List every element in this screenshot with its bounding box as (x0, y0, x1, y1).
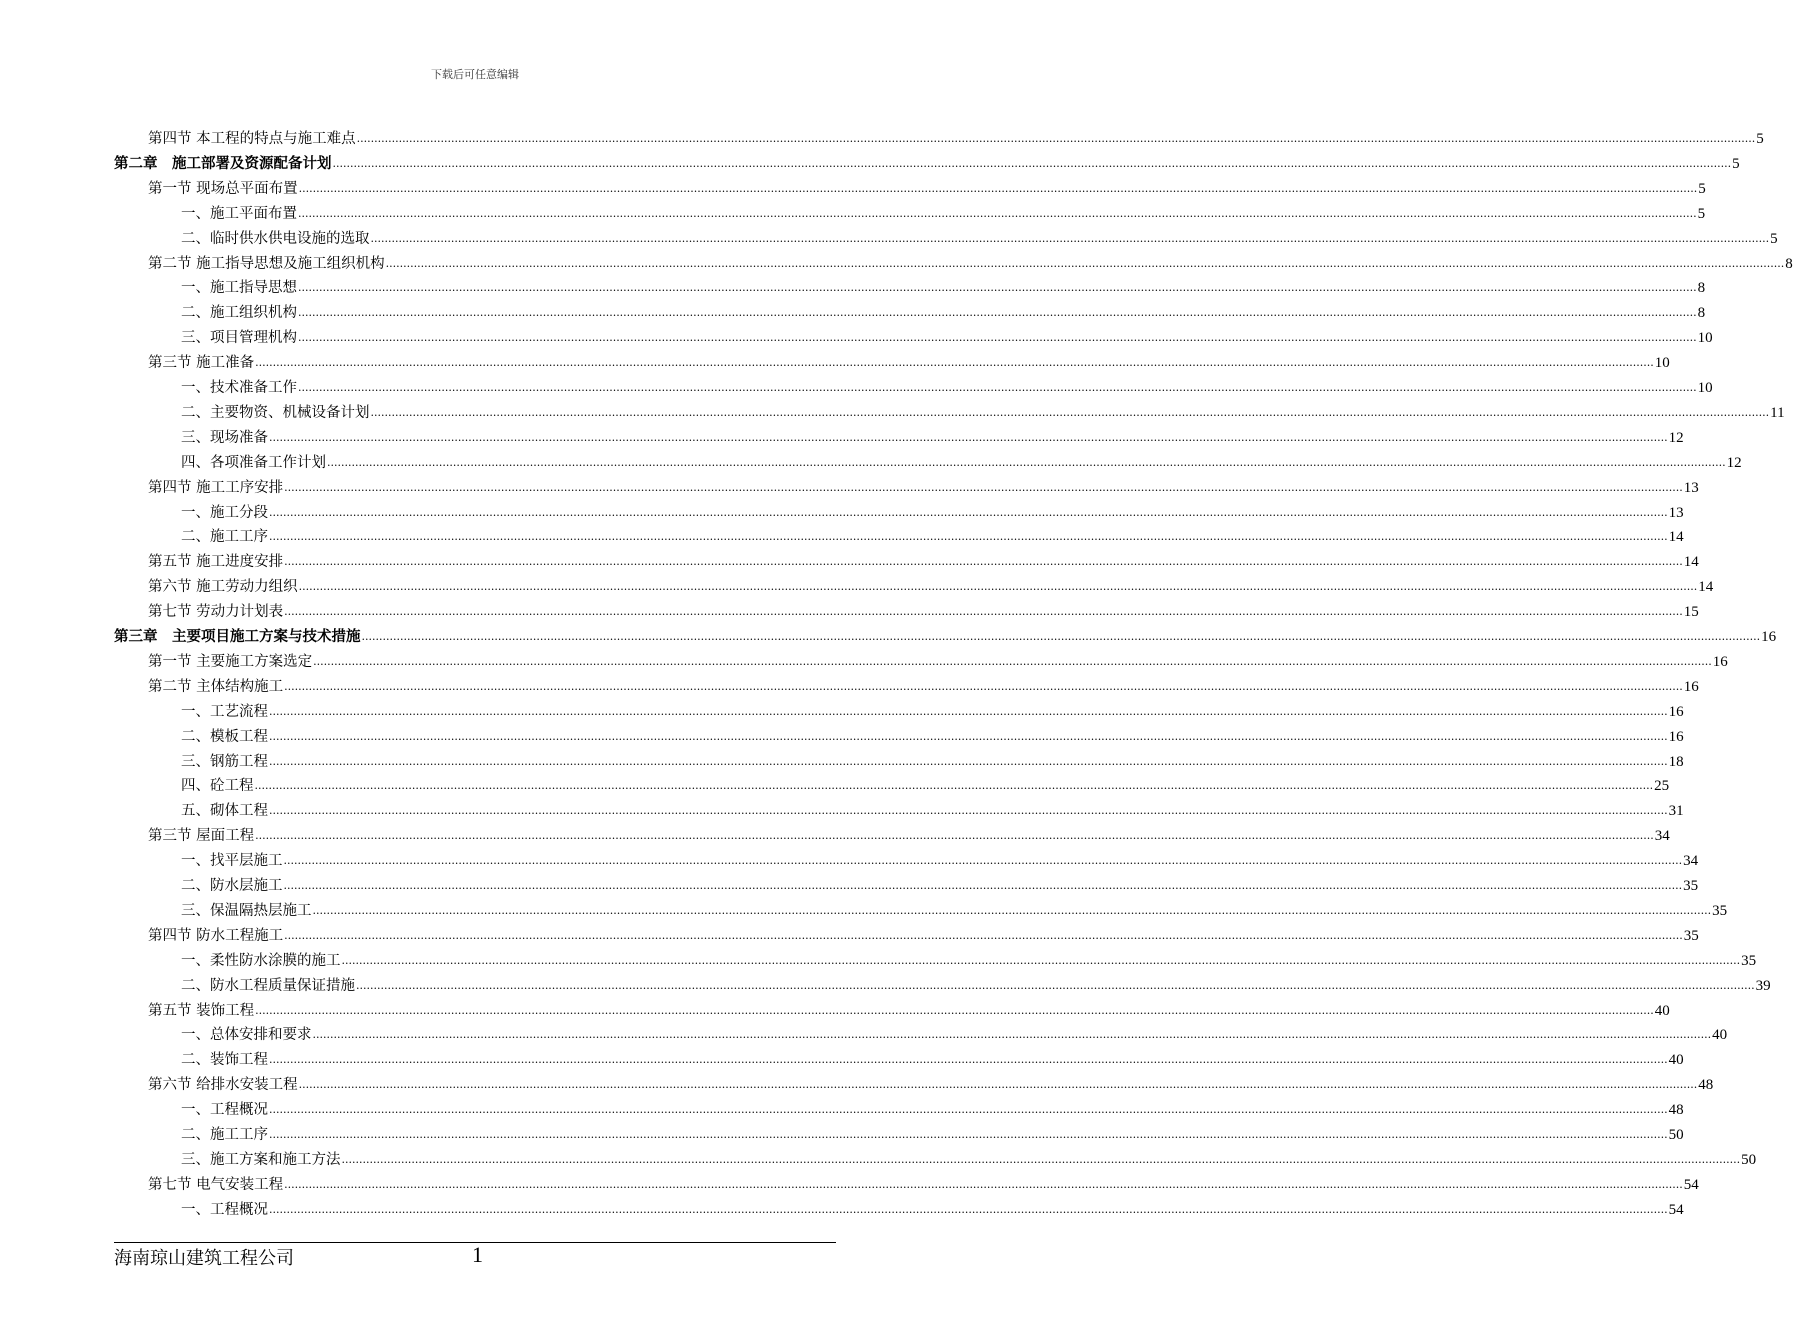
toc-entry-title: 二、主要物资、机械设备计划 (181, 404, 370, 421)
toc-entry-title: 三、项目管理机构 (181, 330, 297, 347)
toc-leader-dots: ................................................................................................................................................................................................................................................................................................................................................................................................................ (341, 953, 1741, 967)
toc-entry-page: 13 (1668, 504, 1684, 521)
toc-entry-title: 第七节 劳动力计划表 (148, 604, 284, 621)
toc-entry[interactable] (181, 846, 1699, 870)
toc-entry-title: 二、防水工程质量保证措施 (181, 977, 355, 994)
toc-leader-dots: ................................................................................................................................................................................................................................................................................................................................................................................................................ (312, 1028, 1712, 1042)
toc-entry[interactable] (148, 124, 1764, 148)
toc-entry-page: 40 (1712, 1027, 1728, 1044)
toc-entry-page: 48 (1698, 1077, 1714, 1094)
toc-entry[interactable] (181, 1145, 1757, 1169)
toc-leader-dots: ................................................................................................................................................................................................................................................................................................................................................................................................................ (255, 356, 1654, 370)
toc-entry-title: 第一节 主要施工方案选定 (148, 653, 313, 670)
toc-leader-dots: ................................................................................................................................................................................................................................................................................................................................................................................................................ (370, 231, 1770, 245)
toc-entry-title: 二、防水层施工 (181, 878, 283, 894)
toc-leader-dots: ................................................................................................................................................................................................................................................................................................................................................................................................................ (269, 530, 1668, 544)
toc-leader-dots: ................................................................................................................................................................................................................................................................................................................................................................................................................ (356, 132, 1756, 145)
toc-leader-dots: ................................................................................................................................................................................................................................................................................................................................................................................................................ (298, 281, 1697, 295)
toc-entry[interactable] (181, 298, 1706, 322)
toc-entry-page: 8 (1697, 305, 1706, 322)
toc-entry-page: 16 (1683, 678, 1699, 695)
toc-leader-dots: ................................................................................................................................................................................................................................................................................................................................................................................................................ (269, 704, 1668, 718)
toc-entry[interactable] (148, 348, 1670, 372)
toc-entry-title: 五、砌体工程 (181, 803, 268, 820)
toc-entry[interactable] (181, 971, 1771, 995)
toc-leader-dots: ................................................................................................................................................................................................................................................................................................................................................................................................................ (298, 331, 1697, 345)
toc-entry[interactable] (148, 597, 1699, 621)
toc-leader-dots: ................................................................................................................................................................................................................................................................................................................................................................................................................ (284, 605, 1683, 619)
toc-entry-page: 13 (1683, 479, 1699, 496)
toc-leader-dots: ................................................................................................................................................................................................................................................................................................................................................................................................................ (269, 804, 1668, 818)
toc-entry-title: 一、施工分段 (181, 504, 268, 521)
footer-company-name: 海南琼山建筑工程公司 (114, 1248, 294, 1269)
toc-leader-dots: ................................................................................................................................................................................................................................................................................................................................................................................................................ (269, 1202, 1668, 1216)
toc-entry[interactable] (148, 1070, 1714, 1094)
toc-entry-title: 第四节 防水工程施工 (148, 927, 284, 944)
toc-entry-page: 54 (1683, 1176, 1699, 1193)
toc-entry[interactable] (181, 323, 1713, 347)
toc-leader-dots: ................................................................................................................................................................................................................................................................................................................................................................................................................ (269, 1053, 1668, 1067)
toc-entry-page: 35 (1683, 927, 1699, 944)
toc-entry-title: 三、保温隔热层施工 (181, 902, 312, 919)
toc-leader-dots: ................................................................................................................................................................................................................................................................................................................................................................................................................ (370, 405, 1770, 419)
toc-entry[interactable] (181, 1095, 1684, 1119)
toc-entry-title: 一、技术准备工作 (181, 380, 297, 396)
toc-entry-page: 50 (1668, 1127, 1684, 1143)
toc-entry[interactable] (181, 398, 1785, 422)
toc-entry-title: 四、砼工程 (181, 778, 254, 795)
toc-entry-title: 二、施工组织机构 (181, 305, 297, 322)
toc-entry-title: 四、各项准备工作计划 (181, 454, 326, 471)
toc-leader-dots: ................................................................................................................................................................................................................................................................................................................................................................................................................ (298, 206, 1697, 220)
toc-leader-dots: ................................................................................................................................................................................................................................................................................................................................................................................................................ (269, 430, 1668, 444)
toc-entry-page: 35 (1712, 902, 1728, 919)
toc-entry-page: 35 (1741, 952, 1757, 969)
toc-entry-page: 16 (1761, 629, 1777, 645)
toc-entry[interactable] (148, 1170, 1699, 1194)
toc-entry-page: 16 (1668, 703, 1684, 720)
toc-entry-page: 12 (1726, 454, 1742, 471)
toc-entry[interactable] (181, 796, 1684, 820)
toc-entry[interactable] (181, 1020, 1728, 1044)
toc-leader-dots: ................................................................................................................................................................................................................................................................................................................................................................................................................ (269, 729, 1668, 743)
toc-entry[interactable] (181, 1120, 1684, 1144)
toc-leader-dots: ................................................................................................................................................................................................................................................................................................................................................................................................................ (284, 679, 1683, 693)
toc-entry-title: 一、工程概况 (181, 1102, 268, 1119)
toc-entry-page: 11 (1770, 404, 1785, 421)
toc-entry[interactable] (181, 423, 1684, 447)
toc-entry[interactable] (181, 373, 1713, 397)
toc-leader-dots: ................................................................................................................................................................................................................................................................................................................................................................................................................ (254, 779, 1654, 793)
toc-entry[interactable] (181, 1195, 1684, 1219)
toc-entry[interactable] (148, 647, 1728, 671)
toc-leader-dots: ................................................................................................................................................................................................................................................................................................................................................................................................................ (356, 978, 1755, 992)
toc-entry-page: 39 (1755, 977, 1771, 994)
toc-entry-page: 5 (1770, 230, 1778, 247)
footer-page-number: 1 (472, 1242, 483, 1267)
toc-entry-title: 一、柔性防水涂膜的施工 (181, 952, 341, 969)
toc-entry[interactable] (181, 448, 1742, 472)
toc-entry-page: 10 (1654, 355, 1670, 372)
toc-entry-title: 三、钢筋工程 (181, 753, 268, 770)
toc-entry-title: 一、工程概况 (181, 1201, 268, 1218)
toc-entry-title: 第六节 施工劳动力组织 (148, 579, 298, 596)
toc-entry[interactable] (181, 896, 1728, 920)
toc-leader-dots: ................................................................................................................................................................................................................................................................................................................................................................................................................ (298, 1078, 1698, 1092)
toc-entry-title: 第二节 施工指导思想及施工组织机构 (148, 255, 385, 272)
toc-entry-title: 第五节 装饰工程 (148, 1002, 255, 1019)
toc-entry[interactable] (181, 771, 1670, 795)
toc-entry[interactable] (181, 498, 1684, 522)
toc-entry-title: 第七节 电气安装工程 (148, 1176, 284, 1193)
toc-entry[interactable] (114, 622, 1777, 646)
toc-leader-dots: ................................................................................................................................................................................................................................................................................................................................................................................................................ (332, 156, 1732, 170)
toc-entry-page: 14 (1698, 579, 1714, 596)
toc-entry-page: 34 (1683, 853, 1699, 870)
toc-entry-page: 8 (1785, 255, 1793, 272)
toc-entry[interactable] (148, 821, 1670, 845)
toc-leader-dots: ................................................................................................................................................................................................................................................................................................................................................................................................................ (385, 256, 1785, 270)
toc-entry-title: 第一节 现场总平面布置 (148, 180, 298, 197)
toc-entry[interactable] (181, 722, 1684, 746)
toc-entry-title: 二、装饰工程 (181, 1052, 268, 1069)
toc-entry-title: 二、施工工序 (181, 529, 268, 546)
toc-entry-page: 25 (1654, 778, 1670, 795)
toc-entry-title: 三、现场准备 (181, 429, 268, 446)
toc-leader-dots: ................................................................................................................................................................................................................................................................................................................................................................................................................ (341, 1152, 1741, 1166)
toc-entry-title: 一、工艺流程 (181, 703, 268, 720)
toc-entry[interactable] (148, 473, 1699, 497)
toc-entry-page: 14 (1683, 554, 1699, 571)
toc-leader-dots: ................................................................................................................................................................................................................................................................................................................................................................................................................ (255, 829, 1654, 843)
toc-entry-title: 二、临时供水供电设施的选取 (181, 230, 370, 247)
toc-entry[interactable] (181, 747, 1684, 771)
toc-entry-page: 54 (1668, 1201, 1684, 1218)
toc-entry-page: 8 (1697, 280, 1706, 297)
toc-entry-page: 10 (1697, 330, 1713, 347)
toc-leader-dots: ................................................................................................................................................................................................................................................................................................................................................................................................................ (284, 480, 1683, 494)
toc-entry-title: 一、总体安排和要求 (181, 1027, 312, 1044)
toc-entry[interactable] (148, 249, 1793, 273)
toc-entry[interactable] (148, 921, 1699, 945)
toc-entry-page: 16 (1668, 728, 1684, 745)
toc-leader-dots: ................................................................................................................................................................................................................................................................................................................................................................................................................ (255, 1003, 1654, 1017)
toc-entry-title: 二、施工工序 (181, 1127, 268, 1143)
toc-leader-dots: ................................................................................................................................................................................................................................................................................................................................................................................................................ (269, 1128, 1668, 1141)
toc-entry-page: 18 (1668, 753, 1684, 770)
toc-entry-page: 31 (1668, 803, 1684, 820)
toc-leader-dots: ................................................................................................................................................................................................................................................................................................................................................................................................................ (313, 654, 1712, 668)
toc-leader-dots: ................................................................................................................................................................................................................................................................................................................................................................................................................ (361, 630, 1761, 643)
toc-entry-title: 三、施工方案和施工方法 (181, 1151, 341, 1168)
toc-entry[interactable] (148, 572, 1714, 596)
toc-leader-dots: ................................................................................................................................................................................................................................................................................................................................................................................................................ (284, 928, 1683, 942)
toc-entry-page: 5 (1698, 180, 1706, 197)
toc-leader-dots: ................................................................................................................................................................................................................................................................................................................................................................................................................ (298, 381, 1697, 394)
toc-entry-page: 5 (1756, 131, 1764, 147)
toc-entry[interactable] (181, 946, 1757, 970)
toc-entry[interactable] (181, 871, 1699, 895)
toc-entry-page: 34 (1654, 828, 1670, 845)
toc-entry[interactable] (181, 273, 1706, 297)
toc-entry-title: 第四节 施工工序安排 (148, 479, 284, 496)
page-header: 下载后可任意编辑 (431, 68, 519, 81)
toc-entry-page: 10 (1697, 380, 1713, 396)
toc-entry-title: 一、施工指导思想 (181, 280, 297, 297)
toc-leader-dots: ................................................................................................................................................................................................................................................................................................................................................................................................................ (284, 1177, 1683, 1191)
toc-leader-dots: ................................................................................................................................................................................................................................................................................................................................................................................................................ (269, 505, 1668, 519)
toc-entry-title: 第六节 给排水安装工程 (148, 1077, 298, 1094)
toc-leader-dots: ................................................................................................................................................................................................................................................................................................................................................................................................................ (298, 580, 1698, 594)
toc-entry[interactable] (181, 224, 1778, 248)
toc-entry-page: 40 (1654, 1002, 1670, 1019)
toc-entry-page: 16 (1712, 653, 1728, 670)
toc-entry-title: 第三节 施工准备 (148, 355, 255, 372)
toc-entry-title: 第二节 主体结构施工 (148, 678, 284, 695)
toc-entry[interactable] (148, 547, 1699, 571)
toc-entry[interactable] (181, 522, 1684, 546)
toc-entry-title: 一、找平层施工 (181, 853, 283, 870)
toc-entry-title: 第二章 施工部署及资源配备计划 (114, 154, 332, 172)
toc-entry-title: 第三章 主要项目施工方案与技术措施 (114, 628, 361, 645)
toc-entry-page: 50 (1741, 1151, 1757, 1168)
toc-entry-page: 14 (1668, 529, 1684, 546)
toc-entry-page: 40 (1668, 1052, 1684, 1069)
toc-entry-page: 5 (1732, 155, 1740, 172)
toc-entry-page: 12 (1668, 429, 1684, 446)
toc-entry[interactable] (148, 174, 1706, 198)
toc-leader-dots: ................................................................................................................................................................................................................................................................................................................................................................................................................ (269, 754, 1668, 768)
toc-entry-page: 5 (1697, 205, 1706, 222)
toc-leader-dots: ................................................................................................................................................................................................................................................................................................................................................................................................................ (283, 879, 1683, 892)
toc-leader-dots: ................................................................................................................................................................................................................................................................................................................................................................................................................ (284, 555, 1683, 569)
toc-entry-title: 第三节 屋面工程 (148, 828, 255, 845)
toc-entry-title: 第五节 施工进度安排 (148, 554, 284, 571)
toc-entry-title: 一、施工平面布置 (181, 205, 297, 222)
toc-entry[interactable] (181, 1045, 1684, 1069)
toc-leader-dots: ................................................................................................................................................................................................................................................................................................................................................................................................................ (283, 854, 1683, 868)
toc-entry[interactable] (181, 697, 1684, 721)
toc-entry[interactable] (114, 149, 1740, 173)
toc-entry-title: 第四节 本工程的特点与施工难点 (148, 131, 356, 147)
toc-entry-page: 15 (1683, 604, 1699, 621)
toc-leader-dots: ................................................................................................................................................................................................................................................................................................................................................................................................................ (298, 306, 1697, 320)
toc-leader-dots: ................................................................................................................................................................................................................................................................................................................................................................................................................ (312, 903, 1712, 917)
toc-entry[interactable] (148, 672, 1699, 696)
toc-leader-dots: ................................................................................................................................................................................................................................................................................................................................................................................................................ (298, 181, 1698, 195)
toc-entry-page: 35 (1683, 878, 1699, 894)
toc-leader-dots: ................................................................................................................................................................................................................................................................................................................................................................................................................ (327, 455, 1726, 469)
toc-entry-title: 二、模板工程 (181, 728, 268, 745)
toc-entry[interactable] (181, 199, 1706, 223)
toc-entry-page: 48 (1668, 1102, 1684, 1119)
toc-leader-dots: ................................................................................................................................................................................................................................................................................................................................................................................................................ (269, 1103, 1668, 1117)
toc-entry[interactable] (148, 996, 1670, 1020)
